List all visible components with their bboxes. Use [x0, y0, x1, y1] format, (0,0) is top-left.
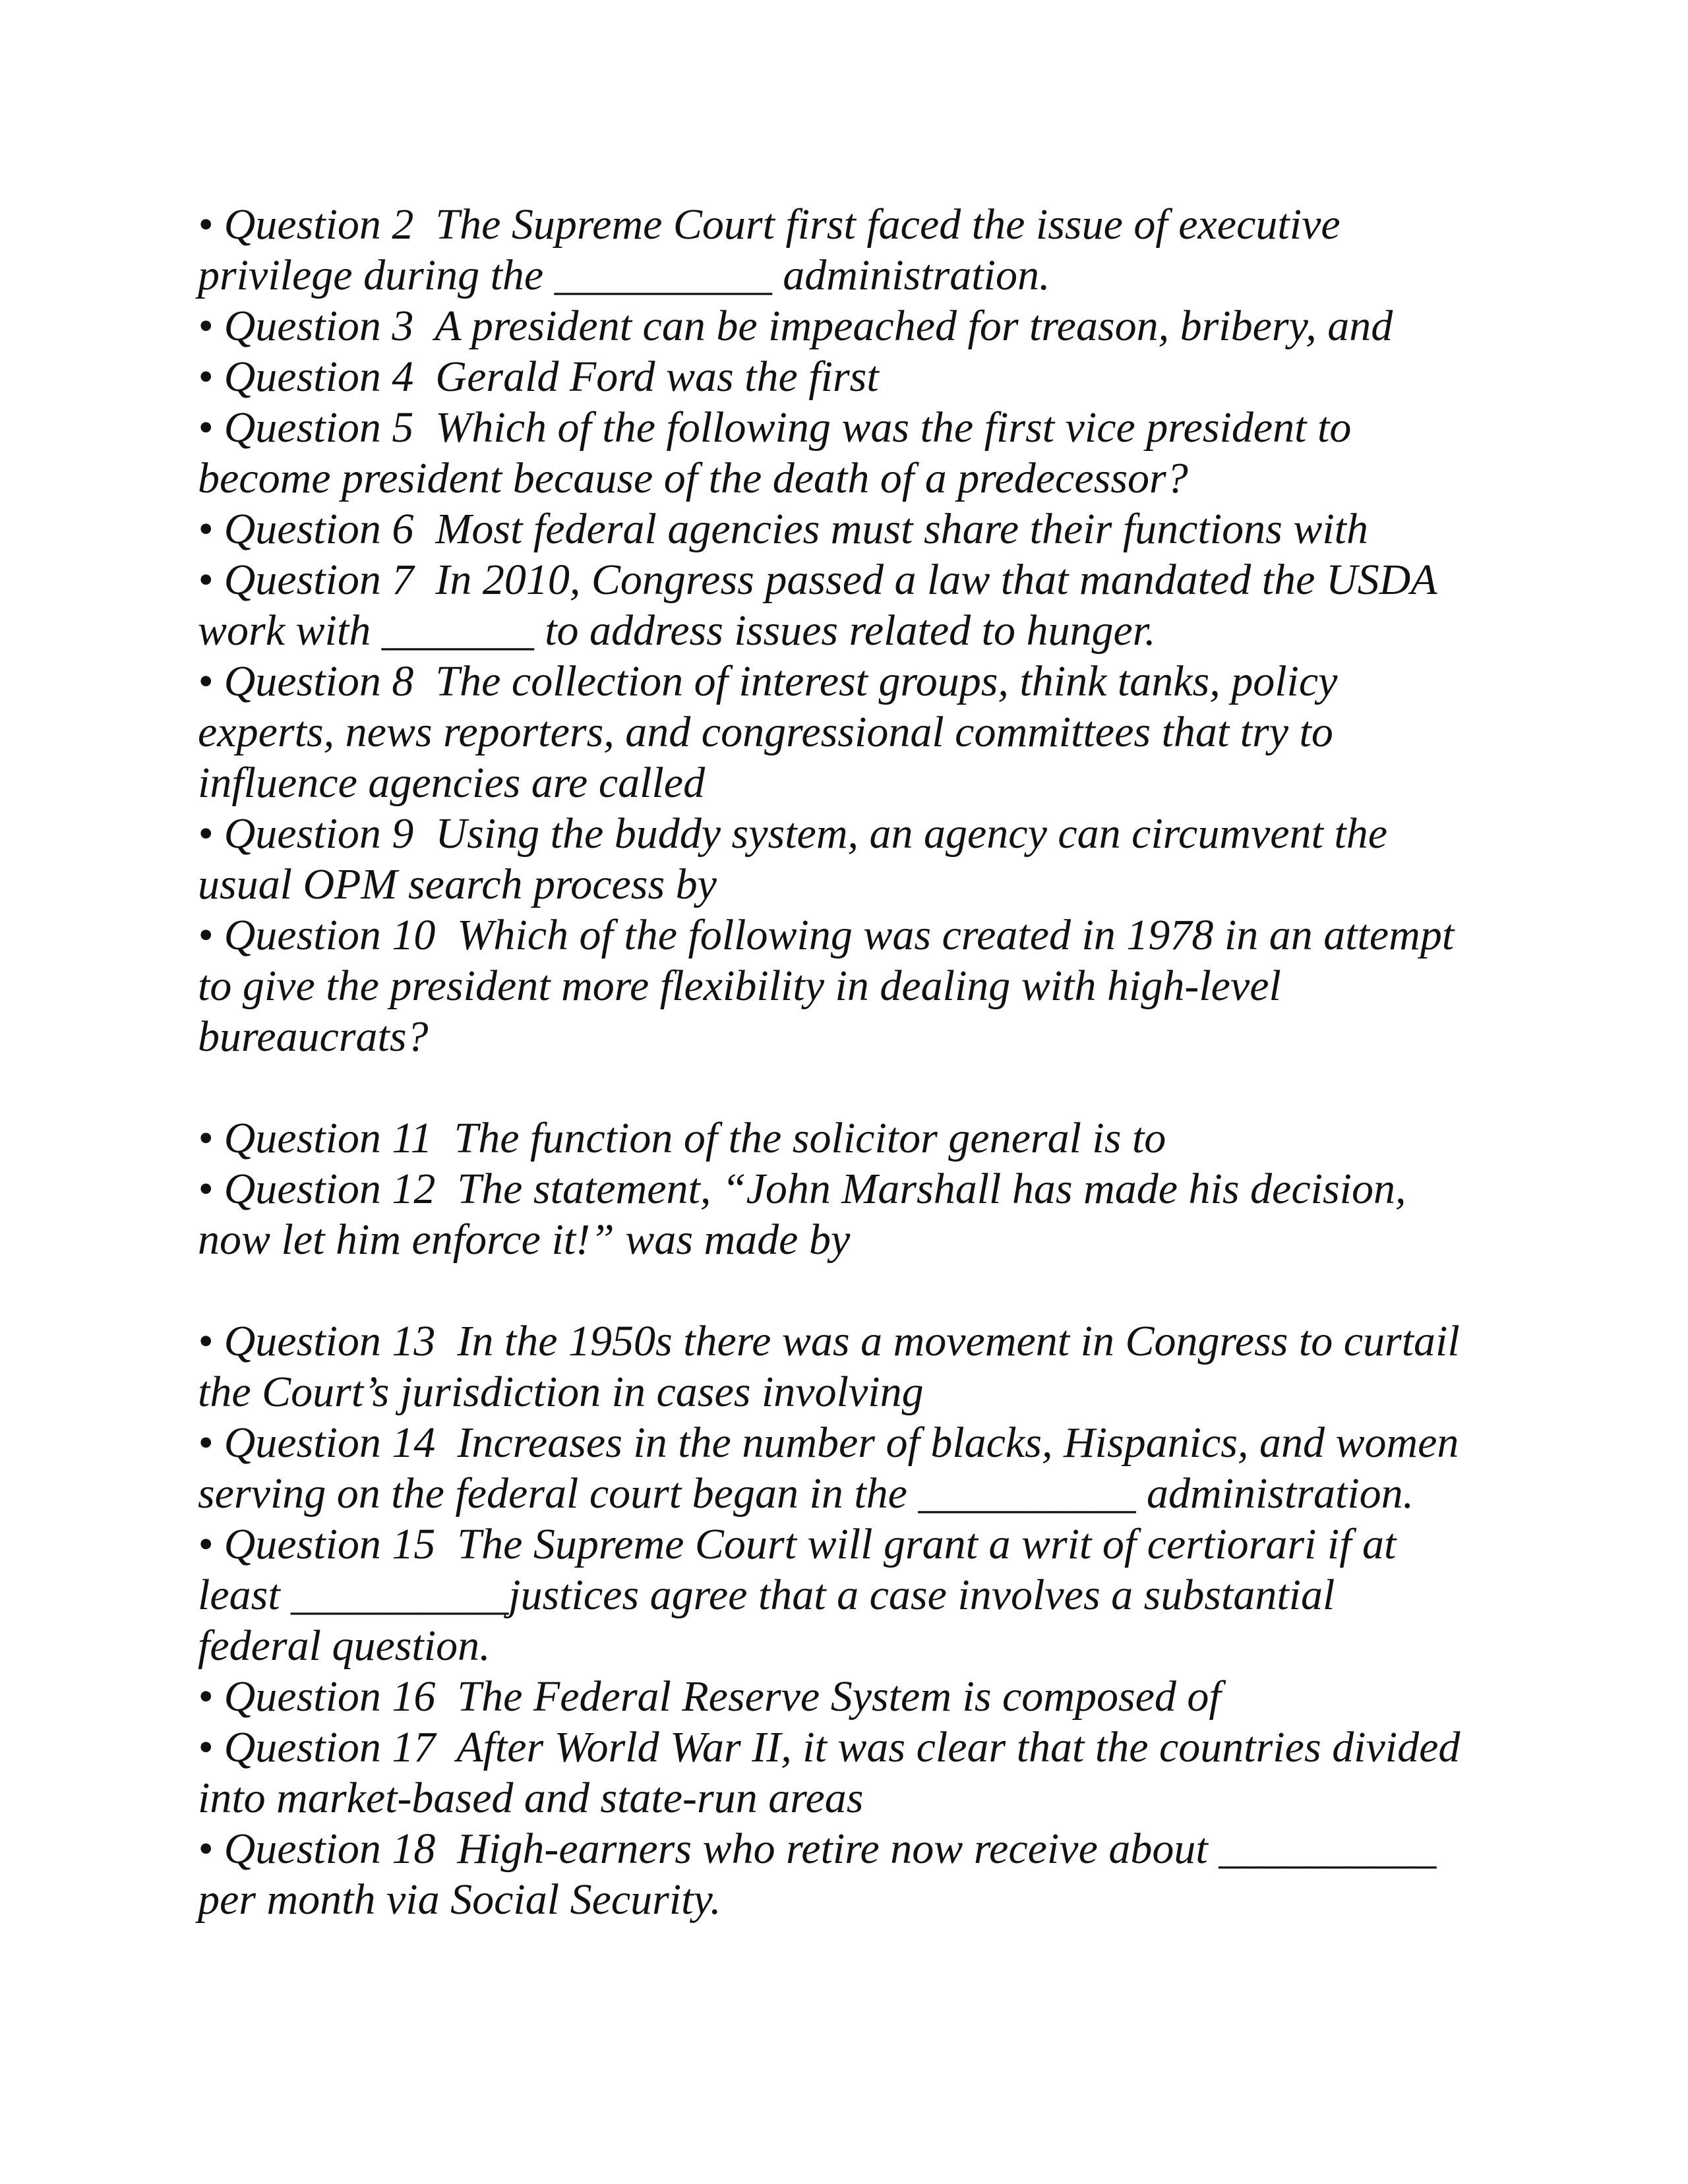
blank-line [198, 1265, 1530, 1316]
question-5: • Question 5 Which of the following was the first vice president to become president because of the death of a predecessor? [198, 403, 1352, 502]
question-17: • Question 17 After World War II, it was clear that the countries divided into market-based and state-run areas [198, 1723, 1461, 1822]
document-page [198, 199, 1530, 1925]
question-14: • Question 14 Increases in the number of blacks, Hispanics, and women serving on the federal court began in the __________ administration. [198, 1419, 1459, 1518]
question-15: • Question 15 The Supreme Court will grant a writ of certiorari if at least __________justices agree that a case involves a substantial federal question. [198, 1520, 1397, 1670]
question-2: • Question 2 The Supreme Court first faced the issue of executive privilege during the __________ administration. [198, 200, 1341, 299]
question-12: • Question 12 The statement, “John Marshall has made his decision, now let him enforce it!” was made by [198, 1165, 1406, 1264]
question-13: • Question 13 In the 1950s there was a movement in Congress to curtail the Court’s jurisdiction in cases involving [198, 1317, 1460, 1416]
question-4: • Question 4 Gerald Ford was the first [198, 353, 879, 401]
question-18: • Question 18 High-earners who retire now receive about __________ per month via Social Security. [198, 1825, 1437, 1924]
question-6: • Question 6 Most federal agencies must share their functions with [198, 505, 1369, 553]
question-10: • Question 10 Which of the following was created in 1978 in an attempt to give the president more flexibility in dealing with high-level bureaucrats? [198, 911, 1455, 1061]
question-3: • Question 3 A president can be impeached for treason, bribery, and [198, 302, 1393, 350]
question-16: • Question 16 The Federal Reserve System is composed of [198, 1672, 1221, 1721]
question-11: • Question 11 The function of the solicitor general is to [198, 1114, 1166, 1162]
question-8: • Question 8 The collection of interest groups, think tanks, policy experts, news reporters, and congressional committees that try to influence agencies are called [198, 657, 1338, 807]
question-9: • Question 9 Using the buddy system, an agency can circumvent the usual OPM search process by [198, 810, 1388, 908]
question-7: • Question 7 In 2010, Congress passed a law that mandated the USDA work with _______ to address issues related to hunger. [198, 556, 1437, 655]
blank-line [198, 1062, 1530, 1113]
